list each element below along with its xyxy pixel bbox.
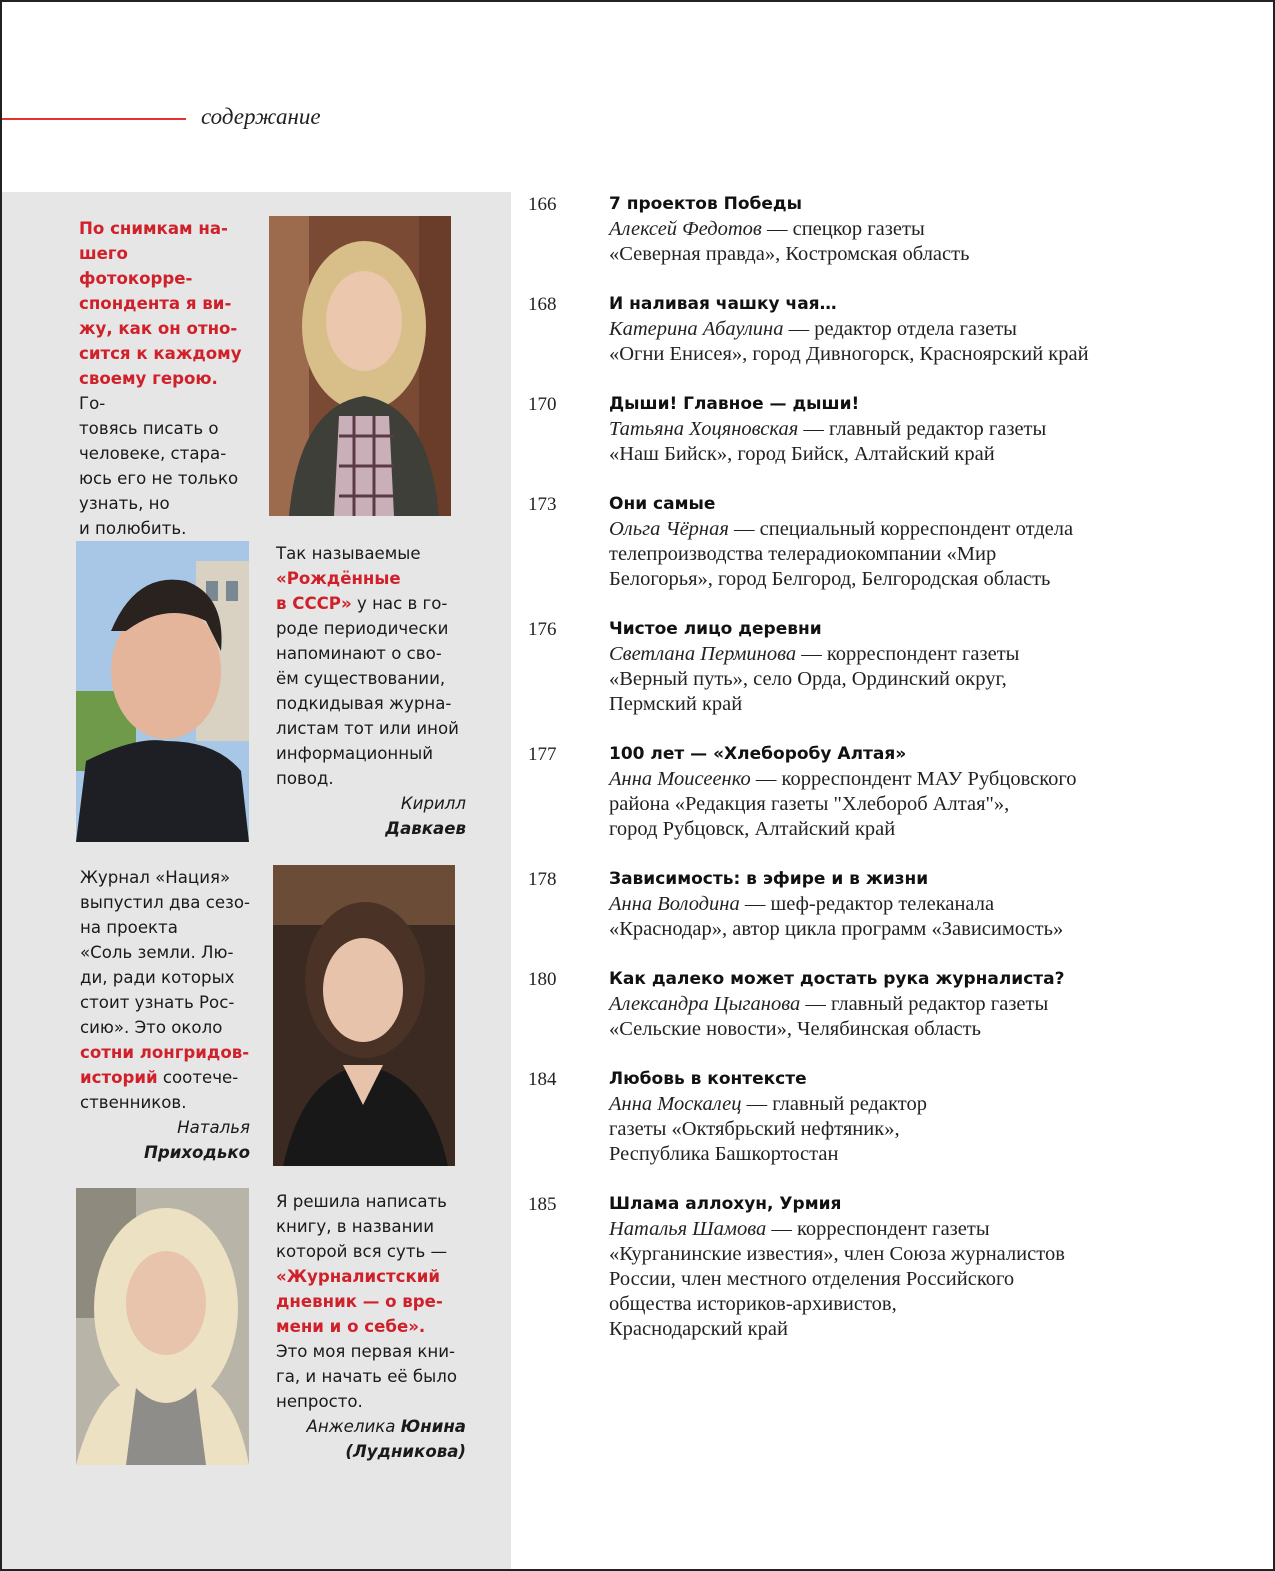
toc-title: Дыши! Главное — дыши! — [609, 394, 860, 414]
toc-description: Татьяна Хоцяновская — главный редактор газеты «Наш Бийск», город Бийск, Алтайский край — [609, 418, 1047, 465]
quote-line: юсь его не только — [79, 469, 239, 488]
quote-author-extra: (Лудникова) — [345, 1442, 466, 1461]
toc-description: Алексей Федотов — спецкор газеты «Северная правда», Костромская область — [609, 218, 970, 265]
toc-author: Катерина Абаулина — [609, 318, 784, 340]
quote-line: человеке, стара- — [79, 444, 227, 463]
toc-page-number: 166 — [528, 194, 557, 215]
quote-line: информационный — [276, 744, 434, 763]
quote-line: товясь писать о — [79, 419, 219, 438]
toc-title: Чистое лицо деревни — [609, 619, 822, 639]
quote-line: По снимкам на- — [79, 219, 228, 238]
header-red-rule — [2, 118, 186, 120]
photo-anzhelika-yunina — [76, 1188, 249, 1465]
quote-line: повод. — [276, 769, 334, 788]
toc-author: Светлана Перминова — [609, 643, 797, 665]
toc-author: Алексей Федотов — [609, 218, 762, 240]
toc-description: Анна Володина — шеф-редактор телеканала «Краснодар», автор цикла программ «Зависимость» — [609, 893, 1064, 940]
toc-title: 7 проектов Победы — [609, 194, 803, 214]
quote-line: ди, ради которых — [80, 968, 235, 987]
quote-line: выпустил два сезо- — [80, 893, 250, 912]
toc-author: Анна Москалец — [609, 1093, 742, 1115]
toc-title: Зависимость: в эфире и в жизни — [609, 869, 929, 889]
toc-page-number: 180 — [528, 969, 557, 990]
toc-description: Анна Моисеенко — корреспондент МАУ Рубцовского района «Редакция газеты "Хлебороб Алтая"», город Рубцовск, Алтайский край — [609, 768, 1077, 840]
quote-line: дневник — о вре- — [276, 1292, 443, 1311]
toc-description: Наталья Шамова — корреспондент газеты «Курганинские известия», член Союза журналистов России, член местного отделения Российского общества историков-архивистов, Краснодарский край — [609, 1218, 1065, 1340]
toc-page-number: 177 — [528, 744, 557, 765]
quote-line: напоминают о сво- — [276, 644, 442, 663]
quote-line: сию». Это около — [80, 1018, 223, 1037]
toc-description: Светлана Перминова — корреспондент газеты «Верный путь», село Орда, Ординский округ, Пермский край — [609, 643, 1020, 715]
quote-line: ственников. — [80, 1093, 187, 1112]
quote-line: книгу, в названии — [276, 1217, 435, 1236]
quote-line: Я решила написать — [276, 1192, 447, 1211]
quote-line: Так называемые — [276, 544, 421, 563]
quote-line: Журнал «Нация» — [80, 868, 231, 887]
quote-line: роде периодически — [276, 619, 449, 638]
quote-line: Это моя первая кни- — [276, 1342, 456, 1361]
toc-page-number: 185 — [528, 1194, 557, 1215]
toc-page-number: 173 — [528, 494, 557, 515]
quote-line: подкидывая журна- — [276, 694, 452, 713]
toc-author: Наталья Шамова — [609, 1218, 767, 1240]
quote-author-lastname: Давкаев — [385, 819, 466, 838]
toc-page-number: 178 — [528, 869, 557, 890]
toc-description: Ольга Чёрная — специальный корреспондент отдела телепроизводства телерадиокомпании «Мир Белогорья», город Белгород, Белгородская область — [609, 518, 1074, 590]
quote-line: листам тот или иной — [276, 719, 459, 738]
quote-line: «Соль земли. Лю- — [80, 943, 234, 962]
toc-description: Катерина Абаулина — редактор отдела газеты «Огни Енисея», город Дивногорск, Красноярский край — [609, 318, 1089, 365]
toc-title: Они самые — [609, 494, 716, 514]
quote-line: сится к каждому — [79, 344, 242, 363]
toc-page-number: 168 — [528, 294, 557, 315]
quote-1-text — [79, 216, 243, 566]
quote-line: ём существовании, — [276, 669, 446, 688]
toc-description: Александра Цыганова — главный редактор газеты «Сельские новости», Челябинская область — [609, 993, 1049, 1040]
quote-2-text — [276, 541, 466, 841]
quote-line: стоит узнать Рос- — [80, 993, 235, 1012]
toc-author: Александра Цыганова — [609, 993, 801, 1015]
quote-line: жу, как он отно- — [79, 319, 238, 338]
toc-page-number: 184 — [528, 1069, 557, 1090]
quote-line: сотни лонгридов- — [80, 1043, 250, 1062]
quote-line: шего фотокорре- — [79, 244, 193, 288]
quote-line: мени и о себе». — [276, 1317, 426, 1336]
quote-author: Анжелика Юнина — [306, 1417, 466, 1436]
toc-title: Шлама аллохун, Урмия — [609, 1194, 842, 1214]
quote-line: узнать, но — [79, 494, 170, 513]
toc-title: 100 лет — «Хлеборобу Алтая» — [609, 744, 907, 764]
photo-anna-moskalets — [269, 216, 451, 516]
toc-author: Анна Моисеенко — [609, 768, 751, 790]
toc-author: Ольга Чёрная — [609, 518, 729, 540]
quote-line: га, и начать её было — [276, 1367, 457, 1386]
photo-kirill-davkaev — [76, 541, 249, 842]
toc-title: Любовь в контексте — [609, 1069, 807, 1089]
quote-line: своему герою. Го- — [79, 369, 218, 413]
quote-author: Кирилл — [400, 794, 466, 813]
section-label: содержание — [201, 104, 321, 129]
toc-title: И наливая чашку чая… — [609, 294, 837, 314]
toc-page-number: 170 — [528, 394, 557, 415]
quote-line: и полюбить. — [79, 519, 187, 538]
toc-author: Анна Володина — [609, 893, 740, 915]
quote-3-text — [80, 865, 250, 1165]
quote-line: непросто. — [276, 1392, 363, 1411]
quote-line: на проекта — [80, 918, 178, 937]
quote-line: «Рождённые — [276, 569, 401, 588]
toc-page-number: 176 — [528, 619, 557, 640]
quote-4-text — [276, 1189, 466, 1464]
quote-author: Наталья — [177, 1118, 250, 1137]
quote-line: которой вся суть — — [276, 1242, 448, 1261]
quote-line: историй соотече- — [80, 1068, 239, 1087]
photo-natalya-prikhodko — [273, 865, 455, 1166]
quote-line: в СССР» у нас в го- — [276, 594, 448, 613]
quote-line: «Журналистский — [276, 1267, 440, 1286]
quote-author-lastname: Приходько — [143, 1143, 250, 1162]
toc-author: Татьяна Хоцяновская — [609, 418, 799, 440]
quote-line: спондента я ви- — [79, 294, 232, 313]
toc-description: Анна Москалец — главный редактор газеты «Октябрьский нефтяник», Республика Башкортостан — [609, 1093, 927, 1165]
toc-title: Как далеко может достать рука журналиста? — [609, 969, 1065, 989]
